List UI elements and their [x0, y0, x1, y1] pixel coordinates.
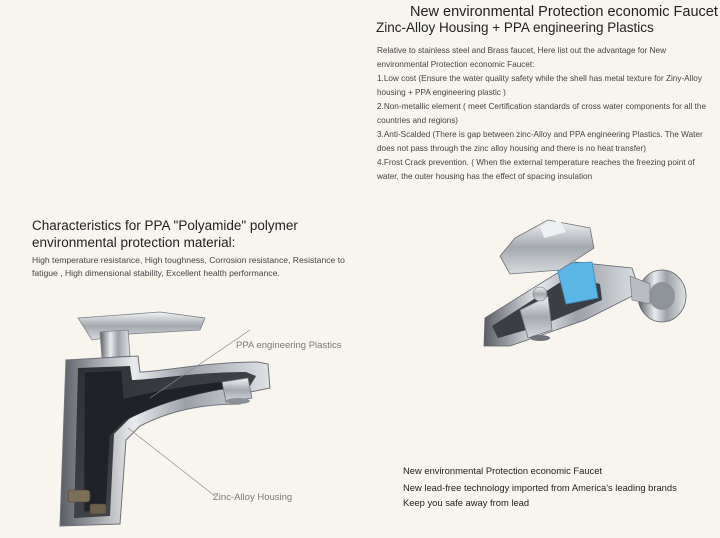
ppa-heading: Characteristics for PPA "Polyamide" polymer — [32, 218, 298, 233]
ppa-characteristics: High temperature resistance, High toughness, Corrosion resistance, Resistance to fatigue , High dimensional stability, Excellent health performance. — [32, 255, 345, 278]
tagline: Keep you safe away from lead — [403, 497, 530, 508]
advantage-item: 2.Non-metallic element ( meet Certification standards of cross water components for all the countries and regions) — [377, 102, 707, 125]
ppa-callout-label: PPA engineering Plastics — [236, 340, 342, 351]
advantages-intro: Relative to stainless steel and Brass faucet, Here list out the advantage for New environmental Protection economic Faucet: — [377, 46, 666, 69]
product-subtitle: Zinc-Alloy Housing + PPA engineering Plastics — [376, 20, 654, 35]
tagline: New environmental Protection economic Faucet — [403, 465, 603, 476]
product-title: New environmental Protection economic Faucet — [410, 4, 718, 20]
zinc-callout-label: Zinc-Alloy Housing — [213, 492, 293, 503]
tagline: New lead-free technology imported from America's leading brands — [403, 482, 677, 493]
advantage-item: 1.Low cost (Ensure the water quality safety while the shell has metal texture for Ziny-Alloy housing + PPA engineering plastic ) — [377, 74, 702, 97]
advantage-item: 4.Frost Crack prevention. ( When the external temperature reaches the freezing point of water, the outer housing has the effect of spacing insulation — [377, 158, 695, 181]
advantage-item: 3.Anti-Scalded (There is gap between zinc-Alloy and PPA engineering Plastics. The Water does not pass through the zinc alloy housing and there is no heat transfer) — [377, 130, 703, 153]
ppa-heading-cont: environmental protection material: — [32, 235, 236, 250]
